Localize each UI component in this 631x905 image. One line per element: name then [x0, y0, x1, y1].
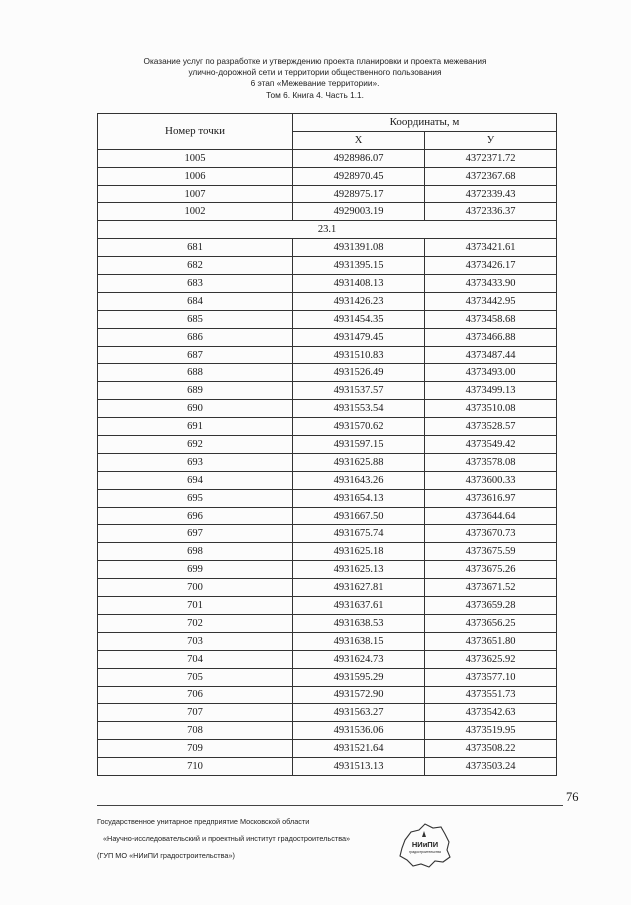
x-coordinate-cell: 4931513.13 [293, 758, 425, 776]
x-coordinate-cell: 4931391.08 [293, 239, 425, 257]
table-body-group-1 [98, 149, 557, 221]
y-coordinate-cell: 4373519.95 [425, 722, 557, 740]
y-coordinate-cell: 4373551.73 [425, 686, 557, 704]
table-row [98, 257, 557, 275]
point-number-cell: 1005 [98, 149, 293, 167]
section-label: 23.1 [98, 221, 557, 239]
y-coordinate-cell: 4373458.68 [425, 310, 557, 328]
y-coordinate-cell: 4373426.17 [425, 257, 557, 275]
x-coordinate-cell: 4928975.17 [293, 185, 425, 203]
column-header-y: У [425, 131, 557, 149]
table-row [98, 614, 557, 632]
point-number-cell: 695 [98, 489, 293, 507]
y-coordinate-cell: 4373510.08 [425, 400, 557, 418]
table-row [98, 597, 557, 615]
x-coordinate-cell: 4929003.19 [293, 203, 425, 221]
y-coordinate-cell: 4373644.64 [425, 507, 557, 525]
y-coordinate-cell: 4373656.25 [425, 614, 557, 632]
x-coordinate-cell: 4931479.45 [293, 328, 425, 346]
table-row [98, 436, 557, 454]
x-coordinate-cell: 4928986.07 [293, 149, 425, 167]
table-row [98, 722, 557, 740]
y-coordinate-cell: 4373503.24 [425, 758, 557, 776]
y-coordinate-cell: 4373675.26 [425, 561, 557, 579]
x-coordinate-cell: 4931675.74 [293, 525, 425, 543]
y-coordinate-cell: 4372367.68 [425, 167, 557, 185]
table-row [98, 704, 557, 722]
table-header-row [98, 114, 557, 132]
point-number-cell: 1007 [98, 185, 293, 203]
table-row [98, 561, 557, 579]
point-number-cell: 699 [98, 561, 293, 579]
x-coordinate-cell: 4931643.26 [293, 471, 425, 489]
x-coordinate-cell: 4931625.13 [293, 561, 425, 579]
x-coordinate-cell: 4931638.53 [293, 614, 425, 632]
table-row [98, 650, 557, 668]
table-row [98, 525, 557, 543]
point-number-cell: 710 [98, 758, 293, 776]
document-header [90, 56, 540, 101]
table-row [98, 167, 557, 185]
point-number-cell: 691 [98, 418, 293, 436]
y-coordinate-cell: 4373542.63 [425, 704, 557, 722]
table-row [98, 310, 557, 328]
y-coordinate-cell: 4373421.61 [425, 239, 557, 257]
table-row [98, 149, 557, 167]
table-row [98, 292, 557, 310]
table-row [98, 239, 557, 257]
header-line-4: Том 6. Книга 4. Часть 1.1. [266, 89, 364, 100]
x-coordinate-cell: 4931654.13 [293, 489, 425, 507]
point-number-cell: 1002 [98, 203, 293, 221]
y-coordinate-cell: 4373671.52 [425, 579, 557, 597]
page-number: 76 [566, 790, 579, 804]
point-number-cell: 1006 [98, 167, 293, 185]
x-coordinate-cell: 4931408.13 [293, 275, 425, 293]
table-row [98, 489, 557, 507]
table-row [98, 364, 557, 382]
coordinates-table [97, 113, 557, 776]
point-number-cell: 697 [98, 525, 293, 543]
header-line-3: 6 этап «Межевание территории». [250, 78, 380, 89]
x-coordinate-cell: 4931625.18 [293, 543, 425, 561]
point-number-cell: 686 [98, 328, 293, 346]
point-number-cell: 698 [98, 543, 293, 561]
x-coordinate-cell: 4931597.15 [293, 436, 425, 454]
y-coordinate-cell: 4373442.95 [425, 292, 557, 310]
table-row [98, 632, 557, 650]
x-coordinate-cell: 4931572.90 [293, 686, 425, 704]
x-coordinate-cell: 4931526.49 [293, 364, 425, 382]
header-line-1: Оказание услуг по разработке и утверждению проекта планировки и проекта межевания [143, 56, 487, 66]
y-coordinate-cell: 4373675.59 [425, 543, 557, 561]
x-coordinate-cell: 4931426.23 [293, 292, 425, 310]
x-coordinate-cell: 4931627.81 [293, 579, 425, 597]
y-coordinate-cell: 4373493.00 [425, 364, 557, 382]
table-row [98, 418, 557, 436]
x-coordinate-cell: 4931570.62 [293, 418, 425, 436]
y-coordinate-cell: 4373578.08 [425, 453, 557, 471]
table-row [98, 740, 557, 758]
y-coordinate-cell: 4373600.33 [425, 471, 557, 489]
x-coordinate-cell: 4931667.50 [293, 507, 425, 525]
point-number-cell: 708 [98, 722, 293, 740]
x-coordinate-cell: 4931553.54 [293, 400, 425, 418]
y-coordinate-cell: 4372371.72 [425, 149, 557, 167]
y-coordinate-cell: 4373625.92 [425, 650, 557, 668]
table-row [98, 203, 557, 221]
point-number-cell: 682 [98, 257, 293, 275]
y-coordinate-cell: 4373670.73 [425, 525, 557, 543]
y-coordinate-cell: 4373659.28 [425, 597, 557, 615]
column-header-point: Номер точки [98, 114, 293, 150]
column-header-x: X [293, 131, 425, 149]
y-coordinate-cell: 4373499.13 [425, 382, 557, 400]
x-coordinate-cell: 4931454.35 [293, 310, 425, 328]
table-row [98, 668, 557, 686]
point-number-cell: 704 [98, 650, 293, 668]
table-row [98, 185, 557, 203]
x-coordinate-cell: 4931595.29 [293, 668, 425, 686]
footer-line-1: Государственное унитарное предприятие Московской области [97, 817, 310, 826]
point-number-cell: 684 [98, 292, 293, 310]
table-row [98, 579, 557, 597]
table-row [98, 382, 557, 400]
point-number-cell: 693 [98, 453, 293, 471]
table-body-group-2 [98, 239, 557, 776]
header-line-2: улично-дорожной сети и территории общественного пользования [188, 67, 442, 78]
point-number-cell: 702 [98, 614, 293, 632]
x-coordinate-cell: 4931624.73 [293, 650, 425, 668]
point-number-cell: 681 [98, 239, 293, 257]
x-coordinate-cell: 4931510.83 [293, 346, 425, 364]
point-number-cell: 709 [98, 740, 293, 758]
y-coordinate-cell: 4372339.43 [425, 185, 557, 203]
y-coordinate-cell: 4373549.42 [425, 436, 557, 454]
x-coordinate-cell: 4931563.27 [293, 704, 425, 722]
x-coordinate-cell: 4931537.57 [293, 382, 425, 400]
table-row [98, 453, 557, 471]
y-coordinate-cell: 4373466.88 [425, 328, 557, 346]
table-row [98, 471, 557, 489]
x-coordinate-cell: 4931637.61 [293, 597, 425, 615]
logo-text: НИиПИ [411, 840, 439, 849]
table-row [98, 275, 557, 293]
point-number-cell: 690 [98, 400, 293, 418]
institute-logo [395, 820, 453, 870]
section-row [98, 221, 557, 239]
point-number-cell: 692 [98, 436, 293, 454]
y-coordinate-cell: 4373528.57 [425, 418, 557, 436]
table-row [98, 328, 557, 346]
point-number-cell: 705 [98, 668, 293, 686]
table-row [98, 686, 557, 704]
table-row [98, 507, 557, 525]
y-coordinate-cell: 4373487.44 [425, 346, 557, 364]
table-row [98, 758, 557, 776]
column-header-coordinates: Координаты, м [293, 114, 557, 132]
point-number-cell: 683 [98, 275, 293, 293]
x-coordinate-cell: 4931536.06 [293, 722, 425, 740]
y-coordinate-cell: 4373433.90 [425, 275, 557, 293]
point-number-cell: 685 [98, 310, 293, 328]
point-number-cell: 706 [98, 686, 293, 704]
x-coordinate-cell: 4931638.15 [293, 632, 425, 650]
point-number-cell: 696 [98, 507, 293, 525]
document-footer [97, 813, 350, 864]
footer-line-3: (ГУП МО «НИиПИ градостроительства») [97, 851, 235, 860]
tower-icon [422, 831, 426, 837]
y-coordinate-cell: 4373651.80 [425, 632, 557, 650]
y-coordinate-cell: 4373616.97 [425, 489, 557, 507]
point-number-cell: 689 [98, 382, 293, 400]
y-coordinate-cell: 4373577.10 [425, 668, 557, 686]
y-coordinate-cell: 4372336.37 [425, 203, 557, 221]
y-coordinate-cell: 4373508.22 [425, 740, 557, 758]
table-row [98, 346, 557, 364]
point-number-cell: 688 [98, 364, 293, 382]
footer-divider [97, 805, 563, 806]
table-row [98, 543, 557, 561]
point-number-cell: 701 [98, 597, 293, 615]
logo-subtext: градостроительства [409, 850, 441, 854]
x-coordinate-cell: 4931521.64 [293, 740, 425, 758]
x-coordinate-cell: 4931395.15 [293, 257, 425, 275]
point-number-cell: 700 [98, 579, 293, 597]
table-row [98, 400, 557, 418]
point-number-cell: 694 [98, 471, 293, 489]
point-number-cell: 707 [98, 704, 293, 722]
point-number-cell: 703 [98, 632, 293, 650]
point-number-cell: 687 [98, 346, 293, 364]
table-section-row-group [98, 221, 557, 239]
x-coordinate-cell: 4931625.88 [293, 453, 425, 471]
footer-line-2: «Научно-исследовательский и проектный институт градостроительства» [103, 834, 351, 843]
x-coordinate-cell: 4928970.45 [293, 167, 425, 185]
